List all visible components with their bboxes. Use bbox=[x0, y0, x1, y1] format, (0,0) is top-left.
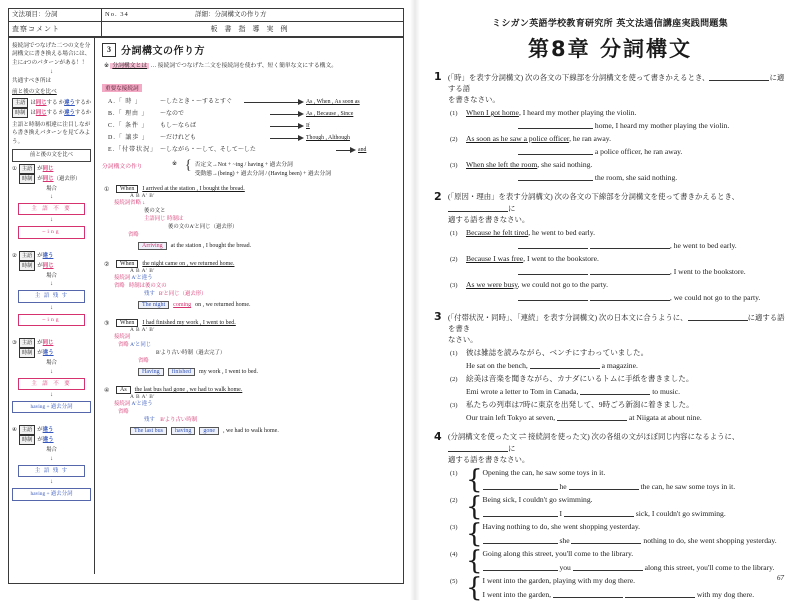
example-4-result-box3: gone bbox=[199, 427, 219, 435]
example-4-note-conj2: 省略 bbox=[118, 409, 129, 415]
pattern-2-tense-chip: 時制 bbox=[19, 261, 35, 271]
answer-blank[interactable] bbox=[483, 534, 558, 544]
sheet-header-row bbox=[9, 9, 403, 22]
pattern-2-arrow2-icon: ↓ bbox=[50, 304, 53, 311]
compare-text-2: は同じする か違うするか bbox=[30, 110, 92, 117]
board-title: 分詞構文の作り方 bbox=[121, 46, 205, 57]
arrow-right-icon bbox=[244, 98, 306, 107]
arrow-right-icon bbox=[310, 146, 358, 155]
prompt-blank bbox=[448, 442, 508, 452]
pattern-4-tense-chip: 時制 bbox=[19, 435, 35, 445]
example-1-source bbox=[104, 185, 398, 193]
answer-blank[interactable] bbox=[483, 507, 558, 517]
example-3-result bbox=[138, 368, 398, 376]
item-body: When she left the room, she said nothing. the room, she said nothing. bbox=[466, 160, 678, 182]
pattern-2-case: 場合 bbox=[46, 272, 57, 279]
example-2-result bbox=[138, 301, 398, 309]
conj-e-label: E.「付帯状況」 bbox=[108, 147, 158, 153]
pattern-3-tense-val: が違う bbox=[37, 350, 54, 357]
pattern-3-subject-val: が同じ bbox=[37, 340, 54, 347]
example-1-result-box: Arriving bbox=[138, 242, 167, 250]
list-item bbox=[450, 253, 786, 278]
pattern-3-result-2: having + 過去分詞 bbox=[12, 401, 91, 413]
sheet-detail: 詳細：分詞構文の作り方 bbox=[195, 11, 267, 18]
make-rules bbox=[102, 158, 398, 179]
pattern-4-arrow2-icon: ↓ bbox=[50, 479, 53, 486]
answer-blank[interactable] bbox=[483, 561, 558, 571]
question-4 bbox=[434, 431, 786, 601]
brace-icon: { bbox=[184, 158, 192, 173]
item-number: (1) bbox=[450, 230, 458, 237]
brace-icon: { bbox=[466, 573, 483, 603]
make-label: 分詞構文の作り bbox=[102, 164, 143, 170]
answer-blank[interactable] bbox=[590, 239, 670, 249]
example-2-note-b: 残す B'と同じ（過去形） bbox=[144, 291, 207, 297]
make-marker: ※ bbox=[172, 161, 177, 167]
book-gutter bbox=[410, 0, 420, 600]
item-number: (2) bbox=[450, 256, 458, 263]
definition-marker: ※ bbox=[104, 63, 109, 69]
item-body: Opening the can, he saw some toys in it. he the can, he saw some toys in it. bbox=[482, 468, 736, 491]
conj-c-result: If bbox=[306, 123, 310, 129]
list-item bbox=[450, 575, 786, 601]
item-number: (1) bbox=[450, 350, 458, 357]
item-number: (3) bbox=[450, 282, 458, 289]
sidebar-intro: 接続詞でつなげた二つの文を分詞構文に書き換える場合には、主に4つのパターンがある！！ bbox=[12, 43, 91, 66]
board-title-row bbox=[102, 42, 398, 57]
column-header-board: 板書指導実例 bbox=[210, 25, 295, 33]
example-2-note-conj2: 省略 時制は後の文の bbox=[114, 283, 167, 289]
example-3-no: ③ bbox=[104, 320, 110, 327]
example-2-note-conj: 接続詞 A'と違う bbox=[114, 275, 153, 281]
conj-a-result: As , When , As soon as bbox=[306, 99, 360, 105]
pattern-2-subject-val: が違う bbox=[37, 252, 54, 259]
question-2-prompt: (「原因・理由」を表す分詞構文) 次の各文の下線部を分詞構文を使って書きかえるとき、に 適する語を書きなさい。 bbox=[448, 192, 740, 224]
conj-e-meaning: 〜しながら・〜して、そして〜した bbox=[160, 147, 256, 153]
conjunction-tag: 重要な接続詞 bbox=[102, 84, 142, 92]
example-4-result-box: The last bus bbox=[130, 427, 167, 435]
pattern-4-no: ④ bbox=[12, 427, 17, 434]
example-4-result bbox=[130, 427, 398, 435]
sidebar-pattern-4 bbox=[12, 425, 91, 500]
answer-blank[interactable] bbox=[518, 291, 588, 301]
example-4-sentence: the last bus had gone , we had to walk home. bbox=[134, 387, 243, 393]
arrow-right-icon bbox=[244, 122, 306, 131]
definition-term: 分詞構文とは bbox=[112, 63, 148, 69]
example-4-abc: A B A' B' bbox=[130, 394, 155, 400]
pattern-3-arrow-icon: ↓ bbox=[50, 368, 53, 375]
example-3-sentence: I had finished my work , I went to bed. bbox=[142, 320, 236, 326]
pattern-3-subject-chip: 主語 bbox=[19, 338, 35, 348]
question-4-prompt: (分詞構文を使った文 ⇌ 接続詞を使った文) 次の各組の文がほぼ同じ内容になるように、に 適する語を書きなさい。 bbox=[448, 432, 740, 464]
example-1-no: ① bbox=[104, 186, 110, 193]
sidebar-note2: 前と後の文を比べ bbox=[12, 88, 57, 95]
pattern-2-tense bbox=[19, 261, 91, 271]
sidebar-note3: 主語と時制の相違に注目しながら書き換えパターンを見てみよう。 bbox=[12, 122, 91, 145]
list-item bbox=[450, 399, 786, 424]
question-3-head bbox=[434, 311, 786, 345]
brace-icon: { bbox=[466, 519, 483, 549]
question-4-number: 4 bbox=[434, 430, 442, 443]
make-line-2: 受動態→(being) + 過去分詞 / (Having been) + 過去分詞 bbox=[194, 171, 332, 177]
pattern-3-case: 場合 bbox=[46, 360, 57, 367]
sidebar-compare-subject bbox=[12, 98, 91, 108]
pattern-4-tense-val: が違う bbox=[37, 437, 54, 444]
example-3-result-box: Having bbox=[138, 368, 164, 376]
list-item bbox=[450, 279, 786, 304]
answer-blank[interactable] bbox=[571, 534, 641, 544]
example-2-abc: A B A' B' bbox=[130, 268, 155, 274]
answer-blank[interactable] bbox=[569, 480, 639, 490]
question-4-head bbox=[434, 431, 786, 465]
question-1 bbox=[434, 71, 786, 184]
example-1-keyword: When bbox=[116, 185, 138, 193]
pattern-1-no: ① bbox=[12, 165, 17, 172]
question-4-items bbox=[450, 467, 786, 601]
pattern-4-result-1: 主 語 残 す bbox=[18, 465, 85, 477]
example-4-result-rest: , we had to walk home. bbox=[223, 428, 279, 434]
pattern-1-arrow2-icon: ↓ bbox=[50, 217, 53, 224]
answer-blank[interactable] bbox=[573, 561, 643, 571]
page-number: 67 bbox=[777, 574, 784, 582]
example-2-result-mid: coming bbox=[173, 302, 192, 308]
conj-e-result: and bbox=[358, 147, 367, 153]
item-body: When I got home, I heard my mother playing the violin. home, I heard my mother playing the violin. bbox=[466, 108, 730, 130]
example-3-note-conj: 接続詞 bbox=[114, 334, 131, 340]
item-number: (2) bbox=[450, 136, 458, 143]
board-column bbox=[95, 38, 403, 574]
board-example-3 bbox=[104, 319, 398, 376]
sheet-column-header bbox=[9, 22, 403, 38]
conj-b-label: B.「 理由 」 bbox=[108, 111, 149, 117]
make-lines bbox=[195, 161, 331, 179]
example-3-abc: A B A' B' bbox=[130, 327, 155, 333]
pattern-2-no: ② bbox=[12, 252, 17, 259]
example-4-note-bc: 残す B'より古い時制 bbox=[144, 417, 198, 423]
example-4-note-conj: 接続詞 A'と違う bbox=[114, 401, 153, 407]
answer-blank[interactable] bbox=[518, 239, 588, 249]
pattern-2-subject-chip: 主語 bbox=[19, 251, 35, 261]
teaching-guide-sheet bbox=[8, 8, 404, 584]
list-item bbox=[450, 133, 786, 158]
publisher-brand: ミシガン英語学校教育研究所 英文法通信講座実践問題集 bbox=[492, 19, 728, 29]
sidebar-pattern-1 bbox=[12, 164, 91, 239]
pattern-1-subject bbox=[12, 164, 91, 174]
example-4-result-box2: having bbox=[171, 427, 195, 435]
pattern-3-tense bbox=[19, 348, 91, 358]
question-2 bbox=[434, 191, 786, 304]
pattern-1-subject-chip: 主語 bbox=[19, 164, 35, 174]
pattern-3-result-1: 主 語 不 要 bbox=[18, 378, 85, 390]
definition-body: … 接続詞でつなげた二文を接続詞を使わず、短く簡単な文にする構文。 bbox=[150, 63, 338, 69]
item-number: (2) bbox=[450, 376, 458, 383]
conj-d-label: D.「 譲歩 」 bbox=[108, 135, 149, 141]
pattern-4-result-2: having + 過去分詞 bbox=[12, 488, 91, 500]
example-1-note-a: 後の文と bbox=[144, 208, 166, 214]
example-2-result-rest: on , we returned home. bbox=[195, 302, 251, 308]
example-3-note-b: 省略 bbox=[138, 358, 149, 364]
pattern-4-arrow-icon: ↓ bbox=[50, 455, 53, 462]
pattern-3-tense-chip: 時制 bbox=[19, 348, 35, 358]
example-2-result-box: The night bbox=[138, 301, 169, 309]
grammar-item-label: 文法項目：分詞 bbox=[9, 9, 102, 21]
sidebar-note1: 共通すべき所は bbox=[12, 78, 52, 85]
conjunction-row-a bbox=[108, 98, 398, 107]
example-3-source bbox=[104, 319, 398, 327]
item-body: 私たちの列車は7時に東京を出発して、9時ごろ新潟に着きました。 Our train left Tokyo at seven, at Niigata at about nine. bbox=[466, 400, 702, 422]
arrow-right-icon bbox=[244, 134, 306, 143]
arrow-right-icon bbox=[244, 110, 306, 119]
pattern-1-case: 場合 bbox=[46, 185, 57, 192]
brace-icon: { bbox=[466, 465, 483, 495]
pattern-2-result-2: ~ing bbox=[18, 314, 85, 326]
conj-b-result: As , Because , Since bbox=[306, 111, 354, 117]
example-3-result-box2: finished bbox=[168, 368, 195, 376]
answer-blank[interactable] bbox=[590, 265, 670, 275]
make-line-1: 否定文→Not + ~ing / having + 過去分詞 bbox=[194, 162, 293, 168]
item-number: (3) bbox=[450, 402, 458, 409]
question-1-head bbox=[434, 71, 786, 105]
conj-b-meaning: 〜なので bbox=[160, 111, 185, 117]
list-item bbox=[450, 227, 786, 252]
conj-c-label: C.「 条件 」 bbox=[108, 123, 149, 129]
example-1-result-rest: at the station , I bought the bread. bbox=[170, 243, 252, 249]
answer-blank[interactable] bbox=[625, 588, 695, 598]
item-number: (4) bbox=[450, 551, 458, 558]
example-1-sentence: I arrived at the station , I bought the bread. bbox=[142, 186, 245, 192]
chapter-title: 第8章 分詞構文 bbox=[528, 37, 692, 61]
column-header-comment: 査察コメント bbox=[9, 22, 102, 36]
compare-text-1: は同じする か違うするか bbox=[30, 100, 92, 107]
example-4-source bbox=[104, 386, 398, 394]
answer-blank[interactable] bbox=[590, 291, 670, 301]
conj-a-meaning: 〜したとき・〜するとすぐ bbox=[160, 99, 233, 105]
tense-chip: 時制 bbox=[12, 108, 28, 118]
item-number: (5) bbox=[450, 578, 458, 585]
answer-blank[interactable] bbox=[557, 411, 627, 421]
pattern-3-arrow2-icon: ↓ bbox=[50, 391, 53, 398]
right-page bbox=[420, 0, 800, 603]
item-body: 彼は雑誌を読みながら、ベンチにすわっていました。 He sat on the bench, a magazine. bbox=[466, 348, 649, 370]
pattern-2-subject bbox=[12, 251, 91, 261]
list-item bbox=[450, 347, 786, 372]
item-number: (1) bbox=[450, 470, 458, 477]
example-3-note-c: B'より古い時制（過去完了） bbox=[156, 350, 226, 356]
item-body: I went into the garden, playing with my dog there. I went into the garden, with my dog there. bbox=[482, 576, 755, 599]
item-body: 絵美は音楽を聞きながら、カナダにいるトムに手紙を書きました。 Emi wrote a letter to Tom in Canada, to music. bbox=[466, 374, 694, 396]
example-4-no: ④ bbox=[104, 387, 110, 394]
pattern-4-tense bbox=[19, 435, 91, 445]
item-number: (1) bbox=[450, 110, 458, 117]
prompt-blank bbox=[688, 311, 748, 321]
prompt-blank bbox=[709, 71, 769, 81]
brace-icon: { bbox=[466, 546, 483, 576]
example-3-result-rest: my work , I went to bed. bbox=[199, 369, 259, 375]
example-1-note-e: 省略 bbox=[128, 232, 139, 238]
answer-blank[interactable] bbox=[580, 385, 650, 395]
sidebar-pattern-2 bbox=[12, 251, 91, 326]
answer-blank[interactable] bbox=[518, 145, 593, 155]
pattern-4-subject-chip: 主語 bbox=[19, 425, 35, 435]
pattern-1-tense bbox=[19, 174, 91, 184]
conjunction-row-e bbox=[108, 146, 398, 155]
item-body: Going along this street, you'll come to the library. you along this street, you'll come to the library. bbox=[482, 549, 775, 572]
prompt-blank bbox=[448, 202, 508, 212]
answer-blank[interactable] bbox=[483, 480, 558, 490]
list-item bbox=[450, 548, 786, 574]
item-number: (2) bbox=[450, 497, 458, 504]
pattern-2-arrow-icon: ↓ bbox=[50, 281, 53, 288]
pattern-4-subject bbox=[12, 425, 91, 435]
example-4-keyword: As bbox=[116, 386, 131, 394]
pattern-4-subject-val: が違う bbox=[37, 427, 54, 434]
item-body: As soon as he saw a police officer, he ran away. a police officer, he ran away. bbox=[466, 134, 683, 156]
pattern-3-no: ③ bbox=[12, 340, 17, 347]
board-section-number: 3 bbox=[102, 43, 116, 57]
answer-blank[interactable] bbox=[518, 171, 593, 181]
example-3-note-conj2: 省略 A'と同じ bbox=[118, 342, 152, 348]
pattern-2-tense-val: が同じ bbox=[37, 262, 54, 269]
pattern-3-subject bbox=[12, 338, 91, 348]
conj-a-label: A.「 時 」 bbox=[108, 99, 142, 105]
example-1-note-bc: 主語同じ 時制は bbox=[144, 216, 184, 222]
pattern-2-result-1: 主 語 残 す bbox=[18, 290, 85, 302]
list-item bbox=[450, 159, 786, 184]
list-item bbox=[450, 373, 786, 398]
pattern-1-tense-chip: 時制 bbox=[19, 174, 35, 184]
board-definition bbox=[104, 62, 398, 71]
board-example-1 bbox=[104, 185, 398, 250]
question-2-items bbox=[450, 227, 786, 304]
question-3 bbox=[434, 311, 786, 424]
sheet-body bbox=[9, 38, 403, 574]
sidebar-pattern-3 bbox=[12, 338, 91, 413]
comment-sidebar bbox=[9, 38, 95, 574]
pattern-4-case: 場合 bbox=[46, 447, 57, 454]
brace-icon: { bbox=[466, 492, 483, 522]
example-2-keyword: When bbox=[116, 260, 138, 268]
conjunction-row-d bbox=[108, 134, 398, 143]
sidebar-compare-tense bbox=[12, 108, 91, 118]
pattern-1-arrow-icon: ↓ bbox=[50, 194, 53, 201]
question-3-prompt: (「付帯状況・同時」、「連続」を表す分詞構文) 次の日本文に合うように、 に適する語を書き なさい。 bbox=[448, 313, 785, 344]
question-1-items bbox=[450, 107, 786, 184]
example-2-source bbox=[104, 260, 398, 268]
answer-blank[interactable] bbox=[564, 507, 634, 517]
answer-blank[interactable] bbox=[530, 359, 600, 369]
example-1-note-d: 後の文のA'と同じ（過去形） bbox=[168, 224, 238, 230]
item-body: As we were busy, we could not go to the party. , we could not go to the party. bbox=[466, 280, 761, 302]
subject-chip: 主語 bbox=[12, 98, 28, 108]
item-number: (3) bbox=[450, 162, 458, 169]
example-3-keyword: When bbox=[116, 319, 138, 327]
question-1-number: 1 bbox=[434, 70, 442, 83]
board-example-2 bbox=[104, 260, 398, 309]
list-item bbox=[450, 467, 786, 493]
conjunction-row-c bbox=[108, 122, 398, 131]
list-item bbox=[450, 494, 786, 520]
example-2-sentence: the night came on , we returned home. bbox=[142, 261, 235, 267]
sidebar-compare-header: 前と後の文を比べ bbox=[12, 149, 91, 161]
conj-d-meaning: 〜だけれども bbox=[160, 135, 197, 141]
example-1-note-conj: 接続詞省略 ↓ bbox=[114, 200, 146, 206]
item-number: (3) bbox=[450, 524, 458, 531]
item-body: Having nothing to do, she went shopping yesterday. she nothing to do, she went shopping yesterday. bbox=[482, 522, 777, 545]
question-1-prompt: (「時」を表す分詞構文) 次の各文の下線部を分詞構文を使って書きかえるとき、 に適する語 を書きなさい。 bbox=[448, 73, 785, 104]
example-1-result bbox=[138, 242, 398, 250]
item-body: Because he felt tired, he went to bed early. , he went to bed early. bbox=[466, 228, 737, 250]
example-2-no: ② bbox=[104, 261, 110, 268]
question-3-number: 3 bbox=[434, 310, 442, 323]
board-example-4 bbox=[104, 386, 398, 435]
question-3-items bbox=[450, 347, 786, 424]
list-item bbox=[450, 521, 786, 547]
list-item bbox=[450, 107, 786, 132]
pattern-1-result-2: ~ing bbox=[18, 226, 85, 238]
item-body: Being sick, I couldn't go swimming. I sick, I couldn't go swimming. bbox=[482, 495, 726, 518]
pattern-1-result-1: 主 語 不 要 bbox=[18, 203, 85, 215]
conj-c-meaning: もし〜ならば bbox=[160, 123, 197, 129]
pattern-1-subject-val: が同じ bbox=[37, 165, 54, 172]
sidebar-arrow-icon: ↓ bbox=[50, 69, 53, 76]
answer-blank[interactable] bbox=[518, 265, 588, 275]
pattern-1-tense-val: が同じ（過去形） bbox=[37, 175, 81, 182]
answer-blank[interactable] bbox=[518, 119, 593, 129]
example-1-abc: A B A' B' bbox=[130, 193, 155, 199]
answer-blank[interactable] bbox=[553, 588, 623, 598]
question-2-head bbox=[434, 191, 786, 225]
question-2-number: 2 bbox=[434, 190, 442, 203]
conjunction-row-b bbox=[108, 110, 398, 119]
conj-d-result: Though , Although bbox=[306, 135, 350, 141]
sheet-number: No. 34 bbox=[105, 11, 129, 18]
item-body: Because I was free, I went to the bookstore. , I went to the bookstore. bbox=[466, 254, 746, 276]
